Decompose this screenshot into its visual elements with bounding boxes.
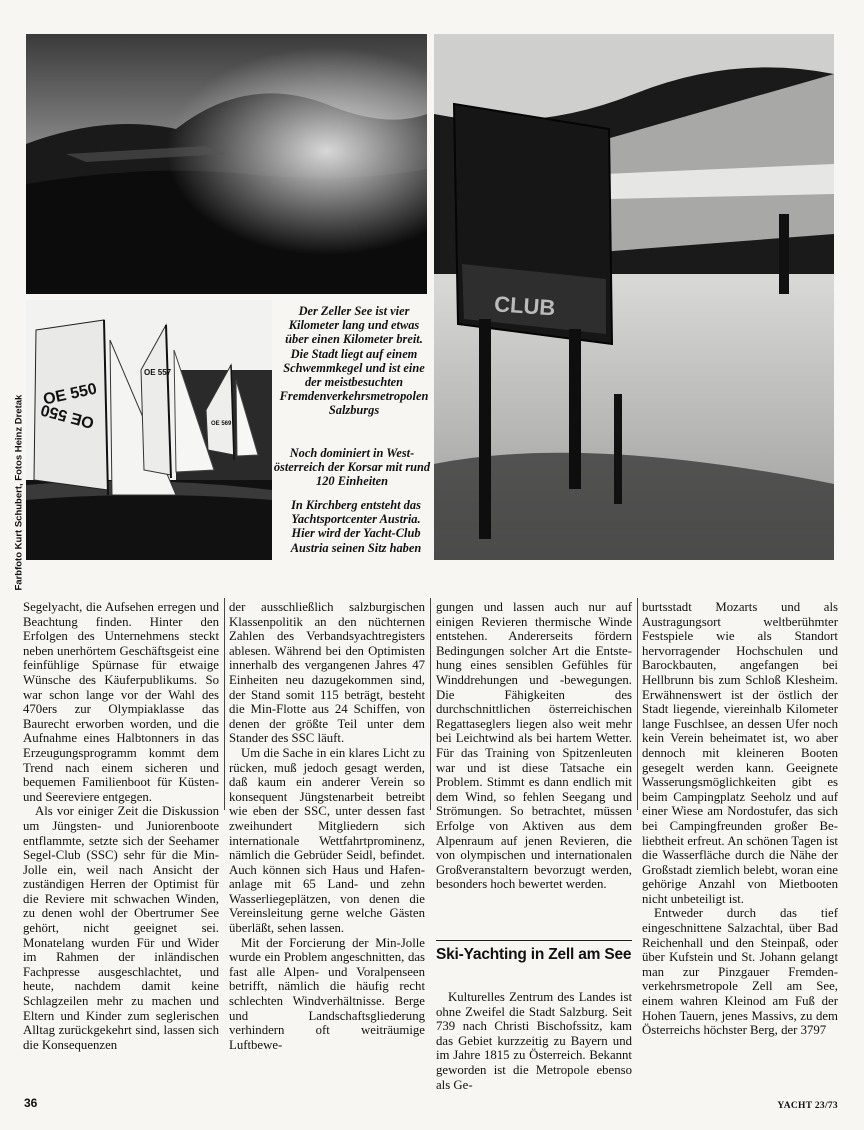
zeller-see-photo: [26, 34, 427, 294]
paragraph: der ausschließlich salzburgischen Klassenpolitik an den nüchternen Zahlen des Verbandsyachtregisters ablesen. Während bei den Optimisten innerhalb des vergangenen Jahres 47 Einheiten neu dazugekommen sind, der Stand somit 115 beträgt, besteht die Min-Flotte aus 24 Schiffen, von denen der größte Teil unter dem Stander des SSC läuft.: [229, 600, 425, 746]
text-column-3-top: [436, 600, 632, 930]
sail-number-1: OE 550: [41, 380, 99, 409]
column-divider: [430, 598, 431, 810]
text-column-4: [642, 600, 838, 1092]
paragraph: Kulturelles Zentrum des Landes ist ohne Zweifel die Stadt Salzburg. Seit 739 nach Christi Bischofssitz, kam das Gebiet kurzzeitig zu Bayern und im Jahre 1815 zu Österreich. Bekannt geworden ist die Metropole ebenso als Ge-: [436, 990, 632, 1092]
headline-rule-top: [436, 940, 632, 941]
paragraph: burtsstadt Mozarts und als Austragungsort weltberühmter Festspiele wie als Standort hervorragender Hochschulen und Barockbauten, angefangen bei Hellbrunn bis zum Schloß Klesheim. Erwähnenswert ist der östlich der Stadt liegende, viereinhalb Kilometer lange Fuschlsee, an dessen Ufer noch kein Verein beheimatet ist, wo aber dennoch mit kleineren Booten gesegelt werden kann. Geeignete Wasserungsmöglichkeiten gibt es beim Campingplatz Seeholz und auf einer Wiese am Nordostufer, das sich bei Campingfreunden großer Beliebtheit erfreut. An schönen Tagen ist die Wasserfläche durch die Nähe der Großstadt ziemlich belebt, woran eine gehörige Anzahl von Mietbooten nicht unbeteiligt ist.: [642, 600, 838, 906]
paragraph: gungen und lassen auch nur auf einigen Revieren thermische Winde entstehen. Andererseits fördern Bedingungen solcher Art die Entstehung eines sensiblen Gefühles für Winddrehungen und -bewegungen. Die Fähigkeiten des durchschnittlichen österreichischen Regattaseglers liegen also weit mehr bei Leichtwind als bei hartem Wetter. Für das Training von Spitzenleuten war und ist diese Tatsache ein Problem. Stimmt es dann endlich mit dem Wind, so fehlen Seegang und Strömungen. So betrachtet, müssen Erfolge von Aktiven aus dem Alpenraum auf jenen Revieren, die von olympischen und internationalen Großveranstaltern bevorzugt werden, besonders hoch bewertet werden.: [436, 600, 632, 892]
text-column-2: [229, 600, 425, 1092]
paragraph: Mit der Forcierung der Min-Jolle wurde ein Problem angeschnitten, das fast alle Alpen- und Voralpenseen betrifft, nämlich die häufig recht schlechten Windverhältnisse. Berge und Landschaftsgliederung verhindern oft weiträumige Luftbewe-: [229, 935, 425, 1052]
sailboats-photo: [26, 300, 272, 560]
photo-credit: Farbfoto Kurt Schubert, Fotos Heinz Dretak: [13, 394, 25, 591]
paragraph: Als vor einiger Zeit die Diskussion um Jüngsten- und Juniorenboote entflammte, setzte sich der Seehamer Segel-Club (SSC) sehr für die Min-Jolle ein, weil nach Ansicht der zuständigen Herren der Optimist für die Reviere mit schwachen Winden, zu denen wohl der Obertrumer See gehört, nicht geeignet sei. Monatelang wurden Für und Wider im Rahmen der inländischen Fachpresse ausgeschlachtet, und heute, nachdem damit keine Schlagzeilen mehr zu machen und Eltern und Kinder zum seglerischen Alltag zurückgekehrt sind, lassen sich die Konsequenzen: [23, 804, 219, 1052]
paragraph: Entweder durch das tief eingeschnittene Salzachtal, über Bad Reichenhall und den Steinpaß, oder über Kufstein und St. Johann gelangt man zur Pinzgauer Fremdenverkehrsmetropole Zell am See, einem wahren Kleinod am Fuß der Hohen Tauern, jenes Massivs, zu dem Österreichs höchster Berg, der 3797: [642, 906, 838, 1038]
sail-number-2: OE 550: [39, 400, 96, 432]
paragraph: Um die Sache in ein klares Licht zu rücken, muß jedoch gesagt werden, daß kaum ein anderer Verein so konsequent Jüngstenarbeit betreibt wie eben der SSC, unter dessen fast zweihundert Mitgliedern sich internationale Wettfahrtprominenz, nämlich die Gebrüder Seidl, befindet. Auch können sich Haus und Hafenanlage mit 65 Land- und zehn Wasserliegeplätzen, von denen die Vereinsleitung gerne welche Gästen überläßt, sehen lassen.: [229, 745, 425, 936]
sail-number-4: OE 569: [211, 421, 232, 427]
text-column-3-bottom: [436, 990, 632, 1092]
column-divider: [637, 598, 638, 810]
section-headline: Ski-Yachting in Zell am See: [436, 946, 632, 963]
text-column-1: [23, 600, 219, 1092]
column-divider: [224, 598, 225, 810]
paragraph: Segelyacht, die Aufsehen erregen und Beachtung finden. Hinter den Erfolgen des Unternehmens steckt neben unerhörtem Geschäftsgeist eine feinfühlige Spürnase für etwaige Wünsche des Käuferpublikums. So war schon lange vor der Wahl des 470ers zur Olympiaklasse das Baurecht erworben worden, und die Aufnahme eines Halbtonners in das Erzeugungsprogramm kommt dem Trend nach einem sicheren und bequemen Familienboot für Küsten- und Seereviere entgegen.: [23, 600, 219, 804]
page-number: 36: [24, 1096, 38, 1110]
caption-korsar: Noch dominiert in Westösterreich der Korsar mit rund 120 Einheiten: [273, 446, 431, 489]
caption-zeller-see: Der Zeller See ist vier Kilometer lang und etwas über einen Kilometer breit. Die Stadt liegt auf einem Schwemmkegel und ist eine der meistbesuchten Fremdenverkehrsmetropolen Salzburgs: [279, 304, 429, 418]
issue-label: YACHT 23/73: [777, 1101, 838, 1111]
club-sign-text: CLUB: [493, 291, 557, 321]
kirchberg-sign-photo: [434, 34, 834, 560]
sail-number-3: OE 557: [144, 368, 172, 377]
caption-kirchberg: In Kirchberg entsteht das Yachtsportcenter Austria. Hier wird der Yacht-Club Austria seinen Sitz haben: [290, 498, 422, 555]
